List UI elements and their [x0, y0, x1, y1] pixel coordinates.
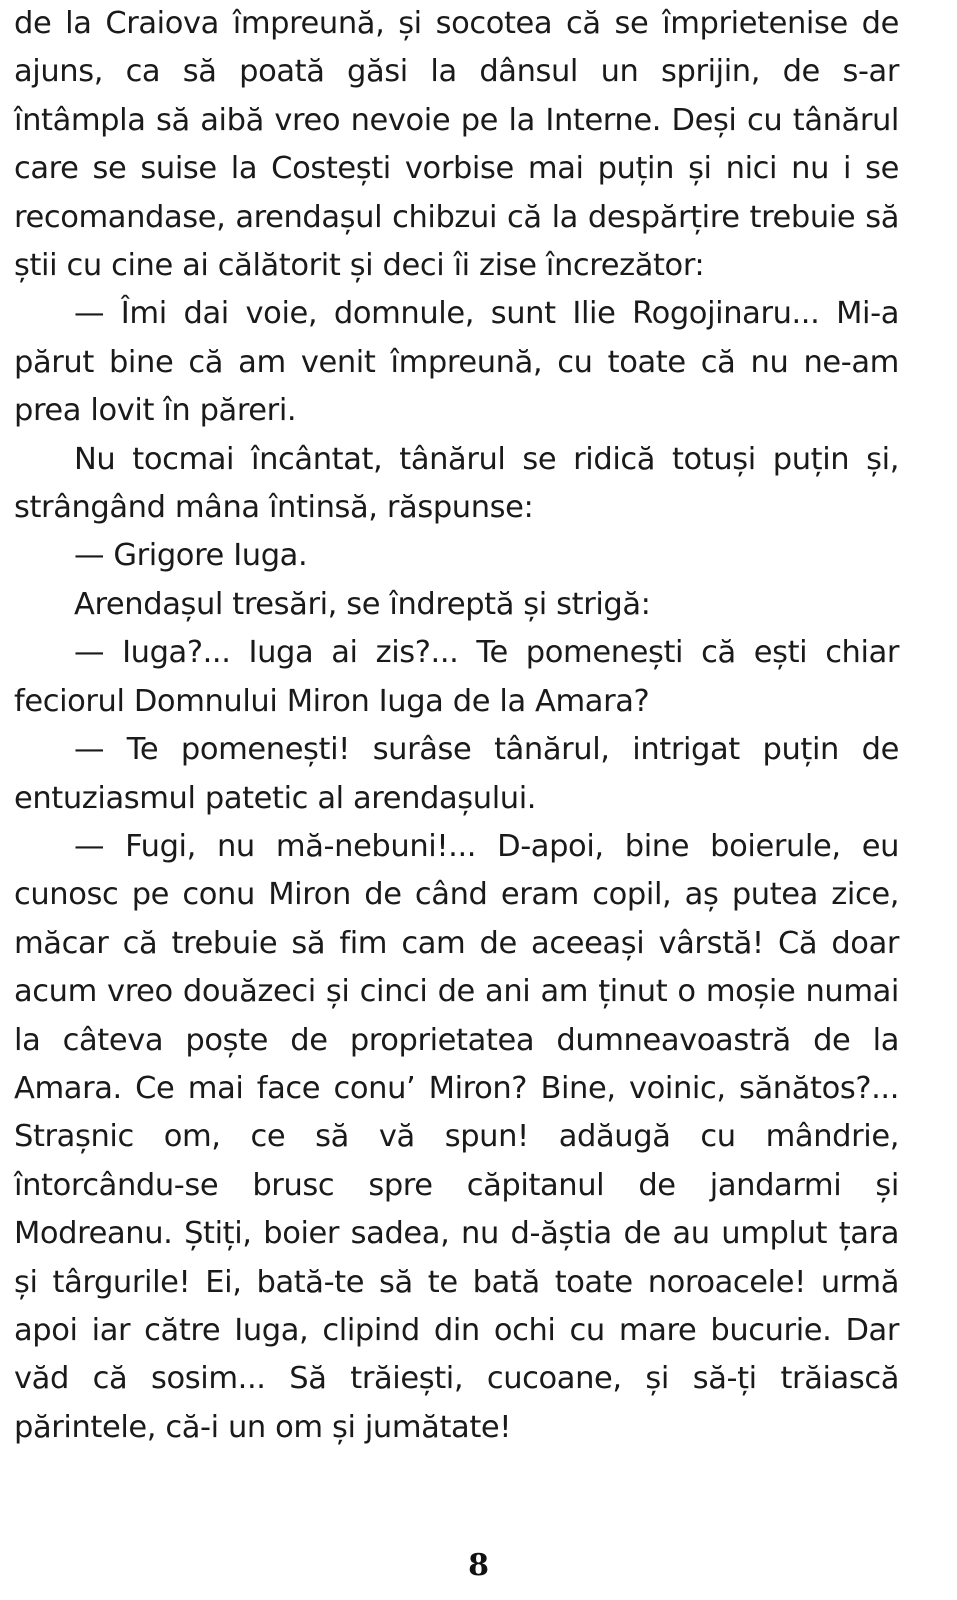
paragraph-narration-3: Arendașul tresări, se îndreptă și strigă:: [74, 586, 651, 622]
paragraph-dialogue-te-pomenesti: — Te pomenești! surâse tânărul, intrigat puțin de entuziasmul patetic al arendașului.: [14, 732, 899, 816]
paragraph-dialogue-iuga-question: — Iuga?... Iuga ai zis?... Te pomenești că ești chiar feciorul Domnului Miron Iuga de la Amara?: [14, 635, 899, 719]
paragraph-dialogue-fugi: — Fugi, nu mă-nebuni!... D-apoi, bine boierule, eu cunosc pe conu Miron de când eram copil, aș putea zice, măcar că trebuie să fim cam de aceeași vârstă! Că doar acum vreo douăzeci și cinci de ani am ținut o moșie numai la câteva poște de proprietatea dumneavoastră de la Amara. Ce mai face conu’ Miron? Bine, voinic, sănătos?... Strașnic om, ce să vă spun! adăugă cu mândrie, întorcându-se brusc spre căpitanul de jandarmi și Modreanu. Știți, boier sadea, nu d-ăștia de au umplut țara și târgurile! Ei, bată-te să te bată toate noroacele! urmă apoi iar către Iuga, clipind din ochi cu mare bucurie. Dar văd că sosim... Să trăiești, cucoane, și să-ți trăiască părintele, că-i un om și jumătate!: [14, 828, 899, 1445]
page-number: 8: [468, 1548, 489, 1583]
paragraph-narration-2: Nu tocmai încântat, tânărul se ridică totuși puțin și, strângând mâna întinsă, răspunse:: [14, 441, 899, 526]
book-page: [14, 0, 899, 1452]
paragraph-narration-1: de la Craiova împreună, și socotea că se împrietenise de ajuns, ca să poată găsi la dânsul un sprijin, de s-ar întâmpla să aibă vreo nevoie pe la Interne. Deși cu tânărul care se suise la Costești vorbise mai puțin și nici nu i se recomandase, arendașul chibzui că la despărțire trebuie să știi cu cine ai călătorit și deci îi zise încrezător:: [14, 6, 899, 284]
paragraph-dialogue-iuga-name: — Grigore Iuga.: [74, 538, 308, 574]
paragraph-dialogue-rogojinaru: — Îmi dai voie, domnule, sunt Ilie Rogojinaru... Mi-a părut bine că am venit împreună, cu toate că nu ne-am prea lovit în păreri.: [14, 296, 899, 429]
